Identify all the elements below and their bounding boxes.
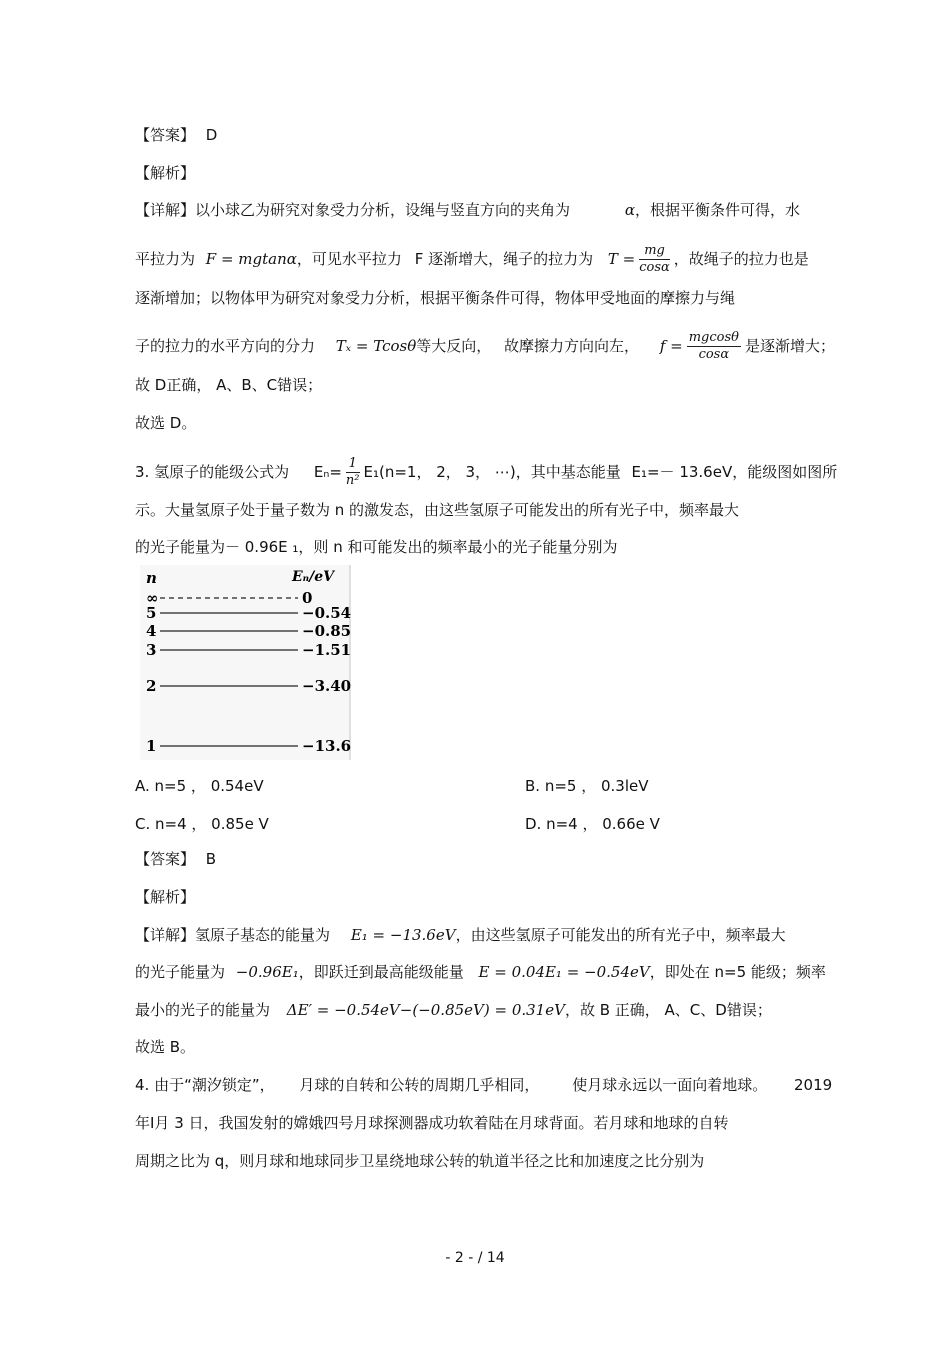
q3-stem-line-1: 3. 氢原子的能级公式为 Eₙ= $\frac{1}{\text{n²}}$ E₁(n=1， 2， 3， ⋯)，其中基态能量 E₁=－ 13.6eV，能级图如图所 — [135, 456, 838, 488]
option-b[interactable]: B. n=5 ， 0.3leV — [525, 777, 649, 795]
detail-tag: 【详解】 — [135, 201, 196, 219]
detail-line-1: 【详解】以小球乙为研究对象受力分析，设绳与竖直方向的夹角为 α，根据平衡条件可得，水 — [135, 201, 800, 219]
level-energy-label: −1.51 — [302, 641, 352, 659]
q3-detail-line-2: 的光子能量为 −0.96E₁，即跃迁到最高能级能量 E = 0.04E₁ = −0.54eV，即处在 n=5 能级；频率 — [135, 963, 826, 981]
page-number: - 2 - / 14 — [445, 1250, 505, 1266]
q3-answer-value: B — [205, 850, 217, 868]
level-energy-label: −0.85 — [302, 622, 352, 640]
q3-stem-line-2: 示。大量氢原子处于量子数为 n 的激发态，由这些氢原子可能发出的所有光子中，频率最大 — [135, 501, 740, 519]
level-n-label: 2 — [146, 677, 157, 695]
option-d[interactable]: D. n=4 ， 0.66e V — [525, 815, 660, 833]
level-energy-label: 0 — [302, 589, 313, 607]
q3-analysis-tag: 【解析】 — [135, 888, 196, 906]
analysis-tag: 【解析】 — [135, 164, 196, 182]
energy-level-diagram — [140, 565, 355, 760]
q4-line-2: 年Ⅰ月 3 日，我国发射的嫦娥四号月球探测器成功软着陆在月球背面。若月球和地球的自转 — [135, 1114, 729, 1132]
fraction-one-over-n2: $\frac{1}{\text{n²}}$ — [345, 456, 360, 488]
diagram-background — [140, 565, 350, 760]
q3-answer-line: 【答案】 B — [135, 850, 217, 868]
q3-detail-line-4: 故选 B。 — [135, 1038, 196, 1056]
option-c[interactable]: C. n=4 ， 0.85e V — [135, 815, 269, 833]
level-energy-label: −13.6 — [302, 737, 352, 755]
detail-line-2: 平拉力为 F = mgtanα，可见水平拉力 F 逐渐增大，绳子的拉力为 T = $\frac{mg}{\cos\alpha}$ ，故绳子的拉力也是 — [135, 243, 809, 275]
option-a[interactable]: A. n=5 ， 0.54eV — [135, 777, 264, 795]
level-energy-label: −3.40 — [302, 677, 352, 695]
q4-line-3: 周期之比为 q，则月球和地球同步卫星绕地球公转的轨道半径之比和加速度之比分别为 — [135, 1152, 705, 1170]
q3-detail-line-1: 【详解】氢原子基态的能量为 E₁ = −13.6eV，由这些氢原子可能发出的所有光子中，频率最大 — [135, 926, 786, 944]
answer-line — [135, 125, 217, 145]
detail-line-3: 逐渐增加；以物体甲为研究对象受力分析，根据平衡条件可得，物体甲受地面的摩擦力与绳 — [135, 289, 736, 307]
level-n-label: ∞ — [146, 589, 159, 607]
q3-stem-line-3: 的光子能量为－ 0.96E ₁，则 n 和可能发出的频率最小的光子能量分别为 — [135, 538, 618, 556]
answer-value: D — [205, 126, 218, 144]
level-n-label: 4 — [146, 622, 157, 640]
level-n-label: 5 — [146, 604, 157, 622]
detail-line-4: 子的拉力的水平方向的分力 Tₓ = Tcosθ等大反向， 故摩擦力方向向左， f = $\frac{mgcos\theta}{\cos\alpha}$ 是逐渐增大； — [135, 330, 835, 362]
fraction-friction: $\frac{mgcos\theta}{\cos\alpha}$ — [688, 330, 739, 362]
q4-line-1: 4. 由于“潮汐锁定”， 月球的自转和公转的周期几乎相同， 使月球永远以一面向着地球。 2019 — [135, 1076, 833, 1094]
level-n-label: 3 — [146, 641, 157, 659]
equation-f-tan: F = mgtanα — [205, 250, 297, 268]
fraction-mg-cos: $\frac{mg}{\cos\alpha}$ — [639, 243, 670, 275]
level-n-label: 1 — [146, 737, 157, 755]
answer-tag: 【答案】 — [135, 126, 196, 144]
n-header: n — [146, 569, 157, 587]
equation-tx: Tₓ = Tcosθ — [335, 337, 417, 355]
q3-detail-line-3: 最小的光子的能量为 ΔE′ = −0.54eV−(−0.85eV) = 0.31eV，故 B 正确， A、C、D错误； — [135, 1001, 772, 1019]
energy-header: Eₙ/eV — [292, 569, 334, 585]
alpha-symbol: α — [624, 201, 635, 219]
level-energy-label: −0.54 — [302, 604, 352, 622]
detail-line-6: 故选 D。 — [135, 414, 197, 432]
detail-line-5: 故 D正确， A、B、C错误； — [135, 376, 323, 394]
